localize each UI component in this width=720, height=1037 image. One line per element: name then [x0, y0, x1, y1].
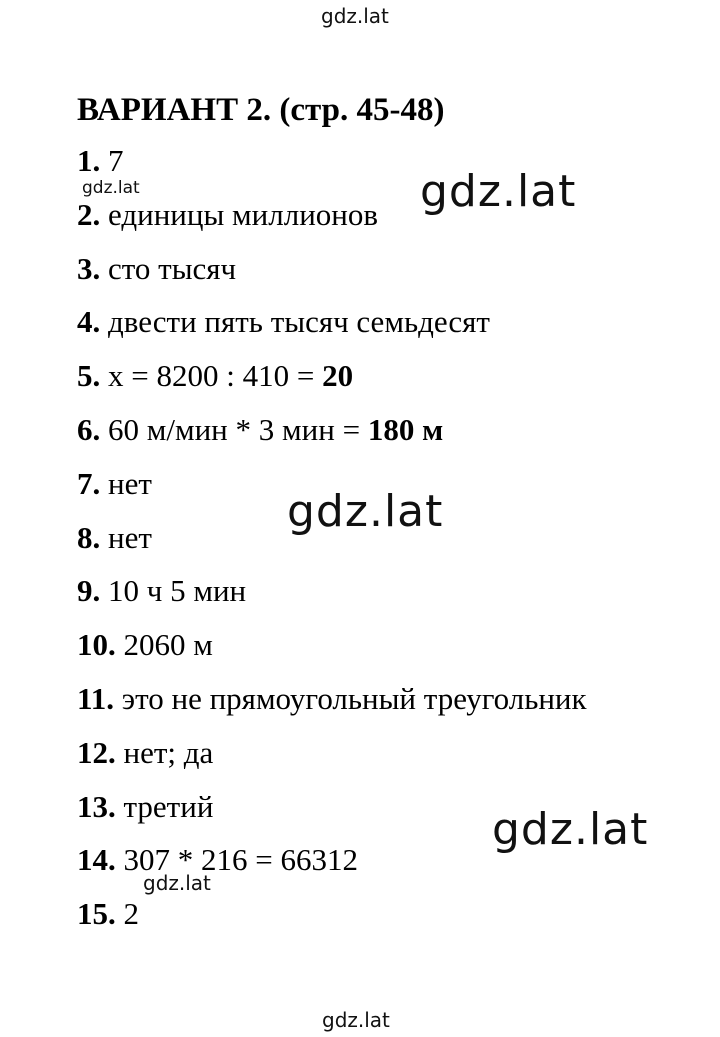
answer-text: нет: [100, 465, 152, 501]
answer-number: 10.: [77, 627, 116, 663]
answer-number: 8.: [77, 519, 101, 555]
answer-text: нет: [100, 519, 152, 555]
watermark-large: gdz.lat: [287, 486, 444, 537]
answer-number: 6.: [77, 411, 101, 447]
answer-number: 15.: [77, 896, 116, 932]
answer-text: это не прямоугольный треугольник: [114, 680, 587, 716]
answer-item: [77, 409, 587, 463]
answer-number: 11.: [77, 680, 115, 716]
answer-text: 10 ч 5 мин: [100, 573, 247, 609]
answer-number: 13.: [77, 788, 116, 824]
answer-text: третий: [115, 788, 214, 824]
answer-number: 3.: [77, 250, 101, 286]
answer-number: 5.: [77, 358, 101, 394]
watermark-small: gdz.lat: [143, 871, 211, 895]
answer-item: [77, 301, 587, 355]
watermark-bottom: gdz.lat: [322, 1008, 390, 1032]
answer-number: 7.: [77, 465, 101, 501]
answer-text: 307 * 216 = 66312: [115, 842, 358, 878]
watermark-top: gdz.lat: [321, 4, 389, 28]
answer-number: 12.: [77, 734, 116, 770]
answer-item: [77, 355, 587, 409]
answer-result: 20: [322, 358, 354, 394]
watermark-large: gdz.lat: [492, 804, 649, 855]
watermark-small: gdz.lat: [82, 178, 140, 198]
answer-number: 4.: [77, 304, 101, 340]
answer-item: [77, 732, 587, 786]
answer-item: [77, 570, 587, 624]
watermark-large: gdz.lat: [420, 166, 577, 217]
answer-text: 2060 м: [115, 627, 213, 663]
answer-number: 9.: [77, 573, 101, 609]
answer-item: [77, 624, 587, 678]
answer-item: [77, 248, 587, 302]
answer-text: 60 м/мин * 3 мин =: [100, 411, 368, 447]
answer-item: [77, 893, 587, 947]
answer-text: единицы миллионов: [100, 196, 379, 232]
answer-text: x = 8200 : 410 =: [100, 358, 323, 394]
answer-text: 7: [100, 143, 124, 178]
answer-result: 180 м: [367, 411, 444, 447]
answer-number: 14.: [77, 842, 116, 878]
answer-item: [77, 678, 587, 732]
answer-text: 2: [115, 896, 139, 932]
answer-number: 2.: [77, 196, 101, 232]
page-title: ВАРИАНТ 2. (стр. 45-48): [77, 92, 445, 128]
answer-text: сто тысяч: [100, 250, 237, 286]
answer-text: двести пять тысяч семьдесят: [100, 304, 490, 340]
answer-number: 1.: [77, 143, 101, 178]
answer-text: нет; да: [115, 734, 214, 770]
